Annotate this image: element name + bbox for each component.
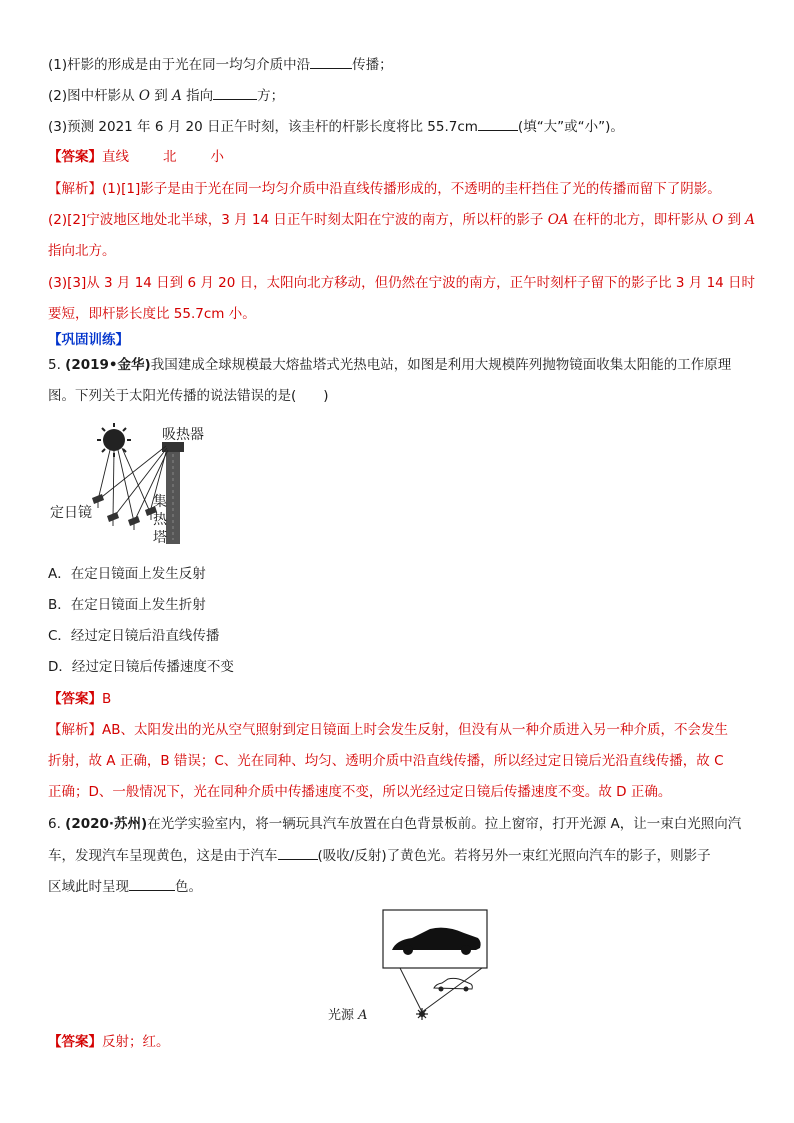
q4-part2-to: 到	[150, 88, 173, 104]
q4-analysis-line3	[48, 241, 116, 261]
answer-1: 直线	[102, 149, 129, 165]
point-o: O	[138, 88, 150, 104]
q6-stem-line3	[48, 876, 202, 897]
q4-analysis-line1	[48, 179, 721, 199]
point-a: A	[745, 212, 756, 228]
light-source-icon	[416, 1008, 428, 1020]
point-a: A	[172, 88, 182, 104]
q4-part2	[48, 85, 284, 106]
heliostat-label: 定日镜	[50, 505, 92, 521]
q5-stem-text-1: 我国建成全球规模最大熔盐塔式光热电站，如图是利用大规模阵列抛物镜面收集太阳能的工作原理	[150, 357, 732, 373]
answer-2: 北	[163, 149, 177, 165]
q4-part1-tail: 传播；	[352, 57, 393, 73]
q5-analysis-text-3: 正确；D、一般情况下，光在同种介质中传播速度不变，所以光经过定日镜后传播速度不变。故 D 正确。	[48, 784, 672, 800]
q5-analysis-text-1: 【解析】AB、太阳发出的光从空气照射到定日镜面上时会发生反射，但没有从一种介质进入另一种介质，不会发生	[48, 722, 728, 738]
option-d: D．经过定日镜后传播速度不变	[48, 659, 234, 675]
question-number: 5.	[48, 357, 66, 373]
option-b: B．在定日镜面上发生折射	[48, 597, 206, 613]
light-source-text: 光源	[328, 1008, 359, 1023]
question-number: 6.	[48, 816, 66, 832]
q4-part3	[48, 116, 624, 137]
segment-oa: OA	[547, 212, 569, 228]
blank	[129, 876, 175, 891]
q5-stem-line1	[48, 355, 731, 375]
q4-part3-tail: (填“大”或“小”)。	[517, 119, 624, 135]
q6-stem-text-1: 在光学实验室内，将一辆玩具汽车放置在白色背景板前。拉上窗帘，打开光源 A，让一束白光照向汽	[147, 816, 742, 832]
q6-stem-text-2a: 车，发现汽车呈现黄色，这是由于汽车	[48, 848, 278, 864]
absorber-label: 吸热器	[162, 427, 204, 443]
q6-stem-line1	[48, 814, 741, 834]
blank	[478, 116, 518, 131]
answer-value: B	[102, 691, 112, 707]
q4-analysis-text-3: 指向北方。	[48, 243, 116, 259]
toy-car-figure	[378, 908, 548, 1026]
answer-label: 【答案】	[48, 149, 102, 165]
q5-stem-line2	[48, 386, 329, 406]
q5-analysis-line3	[48, 782, 671, 802]
q4-analysis-text-2a: (2)[2]宁波地区地处北半球，3 月 14 日正午时刻太阳在宁波的南方，所以杆的影子	[48, 212, 548, 228]
q4-part3-text: (3)预测 2021 年 6 月 20 日正午时刻，该圭杆的杆影长度将比 55.7cm	[48, 119, 478, 135]
answer-3: 小	[210, 149, 224, 165]
q4-analysis-text-4: (3)[3]从 3 月 14 日到 6 月 20 日，太阳向北方移动，但仍然在宁波的南方，正午时刻杆子留下的影子比 3 月 14 日时	[48, 275, 756, 291]
point-o: O	[712, 212, 724, 228]
light-source-letter: A	[358, 1008, 368, 1023]
q6-stem-text-3b: 色。	[175, 879, 202, 895]
q6-answer	[48, 1032, 170, 1052]
q4-part2-text: (2)图中杆影从	[48, 88, 139, 104]
tower-label-3: 塔	[153, 530, 167, 546]
question-source: (2020·苏州)	[65, 816, 148, 832]
tower-label-2: 热	[153, 512, 167, 528]
q4-analysis-line5	[48, 304, 256, 324]
tower-label-1: 集	[153, 494, 167, 510]
q4-analysis-text-2b: 在杆的北方，即杆影从	[568, 212, 713, 228]
q6-stem-line2	[48, 845, 711, 866]
answer-label: 【答案】	[48, 1034, 102, 1050]
q6-stem-text-3a: 区域此时呈现	[48, 879, 129, 895]
q5-answer	[48, 689, 111, 709]
blank	[278, 845, 318, 860]
q4-analysis-text-5: 要短，即杆影长度比 55.7cm 小。	[48, 306, 256, 322]
heliostat-mirrors	[92, 494, 157, 530]
option-a: A．在定日镜面上发生反射	[48, 566, 206, 582]
q5-analysis-line1	[48, 720, 728, 740]
answer-label: 【答案】	[48, 691, 102, 707]
blank	[213, 85, 257, 100]
car-shadow	[392, 928, 481, 955]
blank	[310, 54, 352, 69]
q4-part1	[48, 54, 393, 75]
q4-part2-dir: 指向	[181, 88, 214, 104]
q4-part2-tail: 方；	[257, 88, 285, 104]
q5-analysis-text-2: 折射，故 A 正确，B 错误；C、光在同种、均匀、透明介质中沿直线传播，所以经过定日镜后光沿直线传播，故 C	[48, 753, 724, 769]
q4-part1-text: (1)杆影的形成是由于光在同一均匀介质中沿	[48, 57, 311, 73]
q4-analysis-text-1: 【解析】(1)[1]影子是由于光在同一均匀介质中沿直线传播形成的，不透明的圭杆挡住了光的传播而留下了阴影。	[48, 181, 721, 197]
q4-analysis-text-2c: 到	[723, 212, 746, 228]
light-source-label	[328, 1006, 368, 1026]
q4-answer	[48, 147, 224, 167]
q4-analysis-line2	[48, 210, 755, 230]
q4-analysis-line4	[48, 273, 755, 293]
answer-value: 反射；红。	[102, 1034, 170, 1050]
q5-stem-text-2: 图。下列关于太阳光传播的说法错误的是( )	[48, 388, 329, 404]
section-header: 【巩固训练】	[48, 332, 129, 348]
q6-stem-text-2b: (吸收/反射)了黄色光。若将另外一束红光照向汽车的影子，则影子	[317, 848, 711, 864]
question-source: (2019•金华)	[65, 357, 151, 373]
option-c: C．经过定日镜后沿直线传播	[48, 628, 220, 644]
q5-analysis-line2	[48, 751, 724, 771]
